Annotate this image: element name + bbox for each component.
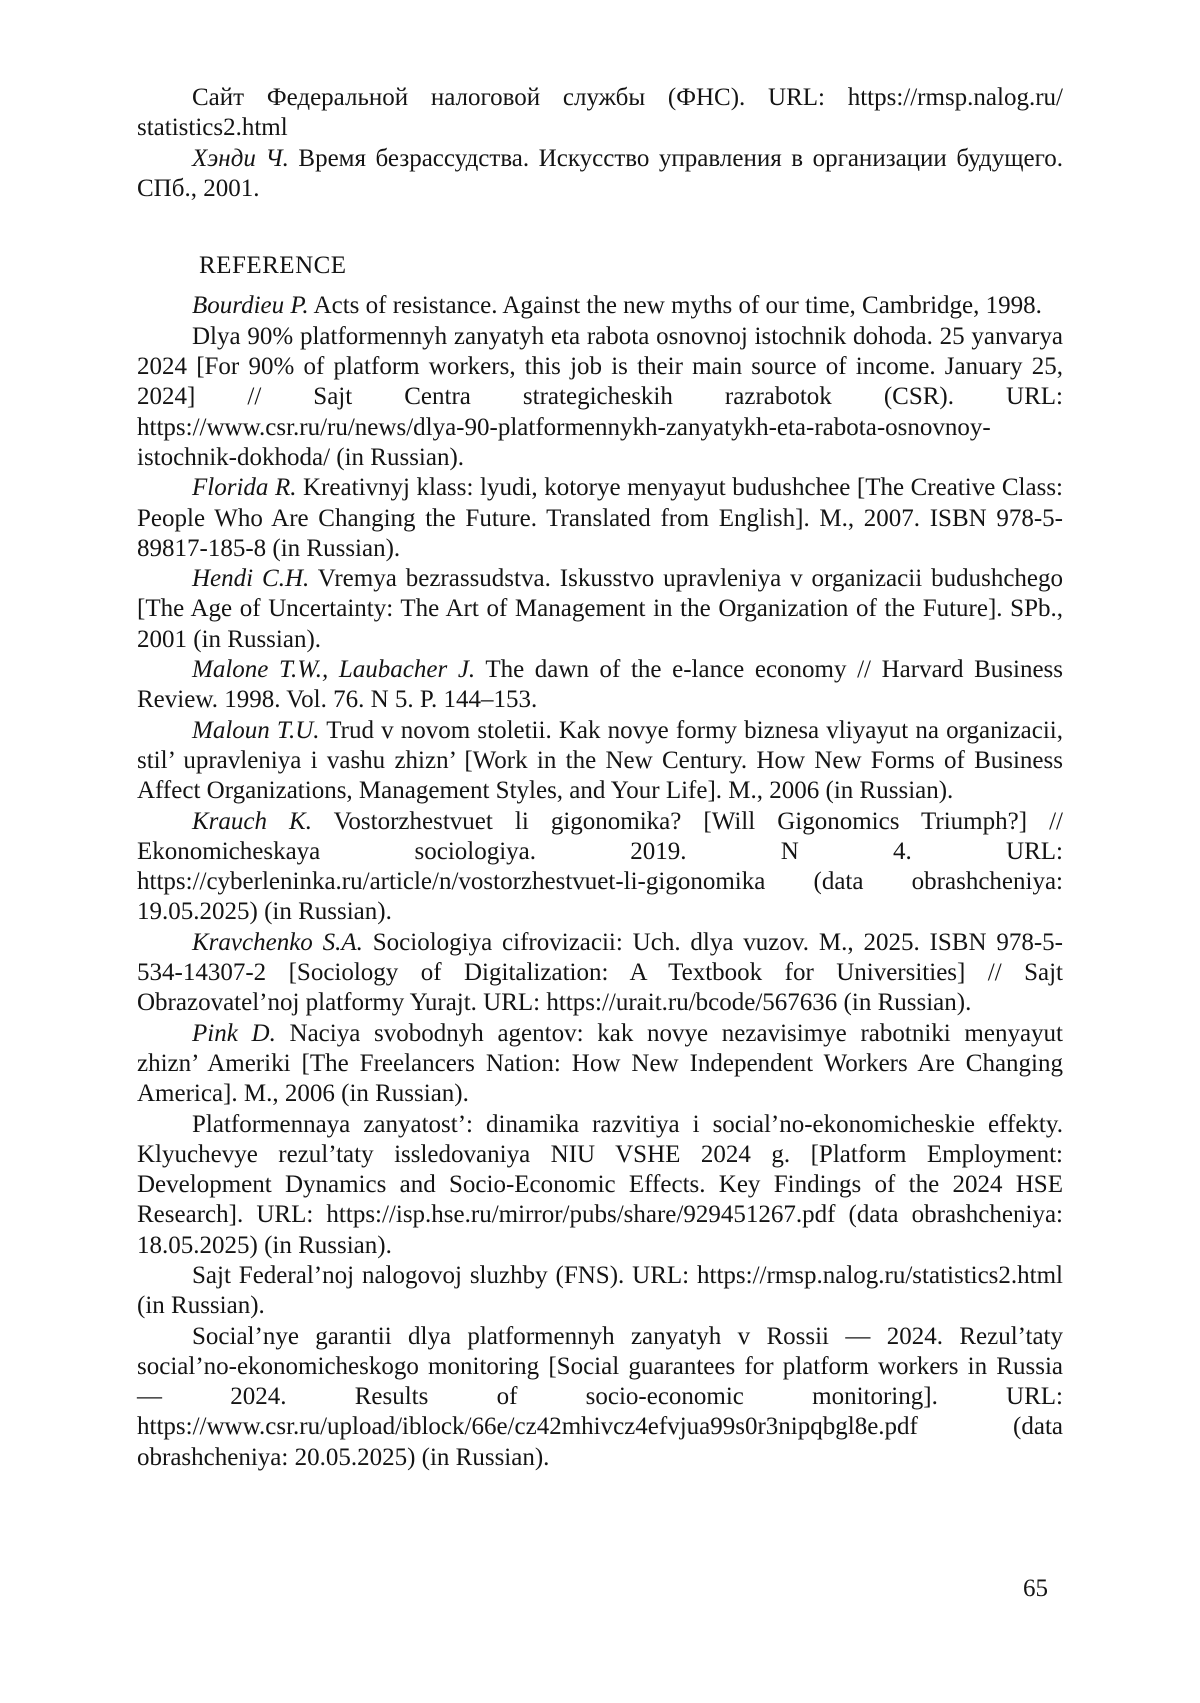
entry-text: Сайт Федеральной налоговой службы (ФНС). URL: https://rmsp.nalog.ru/ statistics2.html (137, 84, 1063, 142)
entry-text: Acts of resistance. Against the new myths of our time, Cambridge, 1998. (308, 292, 1042, 320)
bibliography-entry (137, 807, 1063, 928)
bibliography-entry (137, 291, 1063, 321)
bibliography-entry (137, 655, 1063, 716)
bibliography-entry (137, 1019, 1063, 1110)
bibliography-entry (137, 928, 1063, 1019)
bibliography-entry (137, 144, 1063, 205)
entry-text: Sociologiya cifrovizacii: Uch. dlya vuzov. M., 2025. ISBN 978-5-534-14307-2 [Sociology of Digitalization: A Textbook for Universities] // Sajt Obrazovatel’noj platformy Yurajt. URL: https://urait.ru/bcode/567636 (in Russian). (137, 928, 1064, 1017)
entry-text: Naciya svobodnyh agentov: kak novye nezavisimye rabotniki menyayut zhizn’ Ameriki [The Freelancers Nation: How New Independent Workers Are Changing America]. M., 2006 (in Russian). (137, 1019, 1063, 1108)
author-name-italic: Pink D. (192, 1019, 276, 1047)
bibliography-entry (137, 716, 1063, 807)
author-name-italic: Krauch K. (192, 807, 312, 835)
entry-text: Trud v novom stoletii. Kak novye formy biznesa vliyayut na organizacii, stil’ upravleniya i vashu zhizn’ [Work in the New Century. How New Forms of Business Affect Organizations, Management Styles, and Your Life]. M., 2006 (in Russian). (137, 716, 1064, 805)
entry-text: Platformennaya zanyatost’: dinamika razvitiya i social’no-ekonomicheskie effekty. Klyuchevye rezul’taty issledovaniya NIU VSHE 2024 g. [Platform Employment: Development Dynamics and Socio-Economic Effects. Key Findings of the 2024 HSE Research]. URL: https://isp.hse.ru/mirror/pubs/share/929451267.pdf (data obrashcheniya: 18.05.2025) (in Russian). (137, 1110, 1063, 1259)
author-name-italic: Hendi C.H. (192, 565, 310, 593)
page-number: 65 (1023, 1575, 1048, 1602)
reference-list (137, 83, 1063, 1473)
entry-text: The dawn of the e-lance economy // Harvard Business Review. 1998. Vol. 76. N 5. P. 144–153. (137, 656, 1063, 714)
author-name-italic: Kravchenko S.A. (192, 928, 363, 956)
bibliography-entry (137, 473, 1063, 564)
bibliography-entry (137, 1322, 1063, 1473)
entry-text: Social’nye garantii dlya platformennyh zanyatyh v Rossii — 2024. Rezul’taty social’no-ekonomicheskogo monitoring [Social guarantees for platform workers in Russia — 2024. Results of socio-economic monitoring]. URL: https://www.csr.ru/upload/iblock/66e/cz42mhivcz4efvjua99s0r3nipqbgl8e.pdf (data obrashcheniya: 20.05.2025) (in Russian). (137, 1322, 1063, 1471)
entry-text: Sajt Federal’noj nalogovoj sluzhby (FNS). URL: https://rmsp.nalog.ru/statistics2.html (in Russian). (137, 1261, 1063, 1320)
entry-text: Kreativnyj klass: lyudi, kotorye menyayut budushchee [The Creative Class: People Who Are Changing the Future. Translated from English]. M., 2007. ISBN 978-5-89817-185-8 (in Russian). (137, 474, 1063, 562)
bibliography-entry (137, 1110, 1063, 1261)
entry-text: Vostorzhestvuet li gigonomika? [Will Gigonomics Triumph?] // Ekonomicheskaya sociologiya. 2019. N 4. URL: https://cyberleninka.ru/article/n/vostorzhestvuet-li-gigonomika (data obrashcheniya: 19.05.2025) (in Russian). (137, 807, 1063, 926)
entry-text: Время безрассудства. Искусство управления в организации будущего. СПб., 2001. (137, 144, 1063, 202)
author-name-italic: Malone T.W., Laubacher J. (192, 656, 476, 684)
reference-section-heading: REFERENCE (199, 252, 347, 280)
bibliography-entry (137, 322, 1063, 473)
bibliography-entry (137, 83, 1063, 144)
author-name-italic: Хэнди Ч. (192, 144, 289, 172)
bibliography-entry (137, 564, 1063, 655)
author-name-italic: Maloun T.U. (192, 716, 320, 744)
author-name-italic: Florida R. (192, 474, 297, 502)
entry-text: Dlya 90% platformennyh zanyatyh eta rabota osnovnoj istochnik dohoda. 25 yanvarya 2024 [For 90% of platform workers, this job is their main source of income. January 25, 2024] // Sajt Centra strategicheskih razrabotok (CSR). URL: https://www.csr.ru/ru/news/dlya-90-platformennykh-zanyatykh-eta-rabota-osnovnoy-istochnik-dokhoda/ (in Russian). (137, 322, 1063, 471)
bibliography-entry (137, 1261, 1063, 1322)
author-name-italic: Bourdieu P. (192, 292, 309, 320)
entry-text: Vremya bezrassudstva. Iskusstvo upravleniya v organizacii budushchego [The Age of Uncertainty: The Art of Management in the Organization of the Future]. SPb., 2001 (in Russian). (137, 565, 1064, 653)
